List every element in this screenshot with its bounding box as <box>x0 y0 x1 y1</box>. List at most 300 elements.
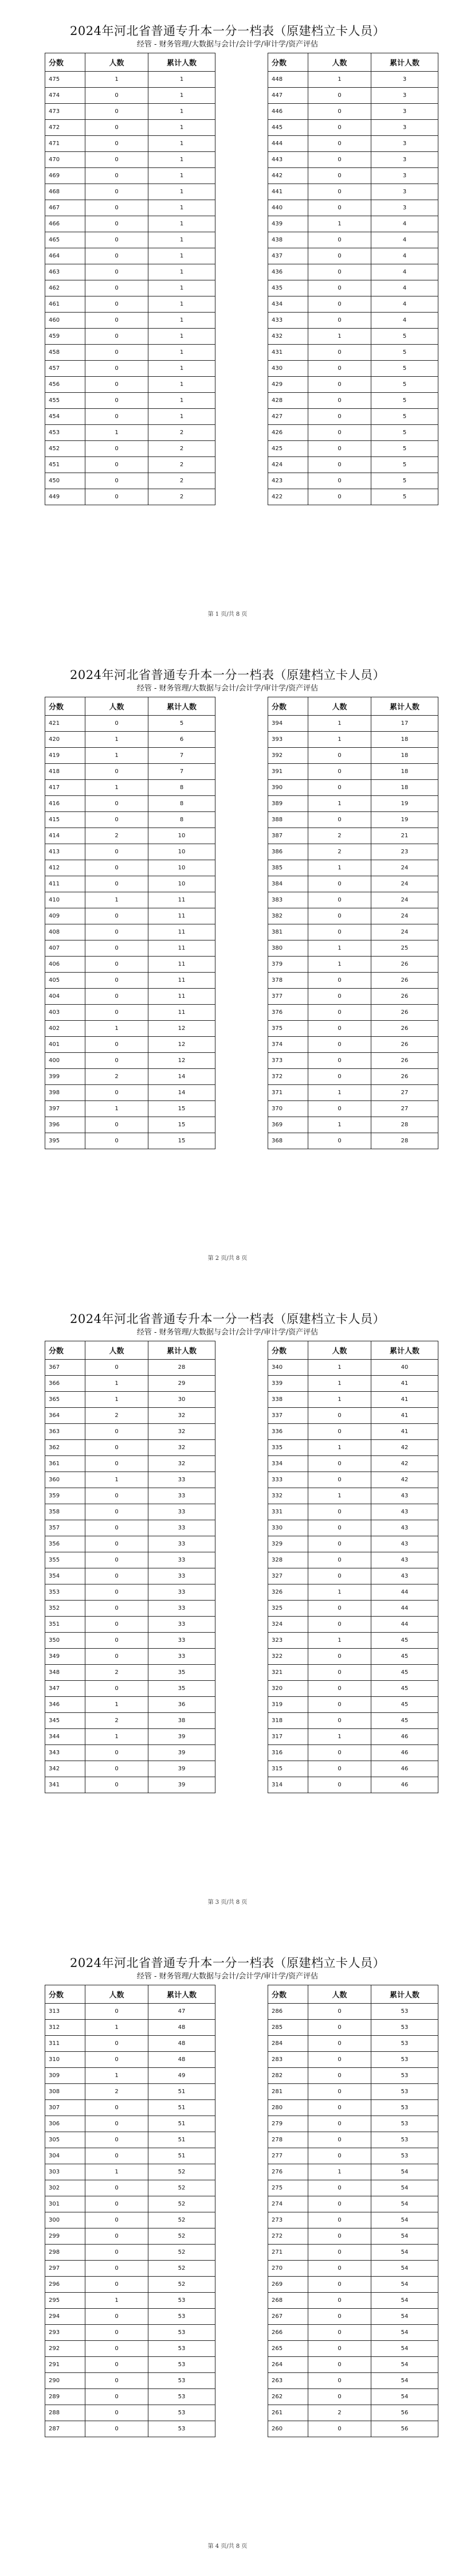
table-row <box>268 2164 438 2180</box>
table-row <box>45 361 215 377</box>
score-cell: 280 <box>268 2100 308 2116</box>
score-cell: 291 <box>45 2357 85 2373</box>
count-cell: 0 <box>85 2277 148 2293</box>
table-row <box>45 2020 215 2036</box>
count-cell: 0 <box>308 2100 371 2116</box>
score-cell: 403 <box>45 1005 85 1021</box>
cumulative-cell: 1 <box>148 200 215 216</box>
score-cell: 277 <box>268 2148 308 2164</box>
cumulative-cell: 32 <box>148 1440 215 1456</box>
table-row <box>45 2293 215 2309</box>
cumulative-cell: 47 <box>148 2004 215 2020</box>
table-row <box>45 876 215 892</box>
table-row <box>45 2116 215 2132</box>
count-cell: 0 <box>308 876 371 892</box>
table-row <box>45 764 215 780</box>
table-row <box>45 72 215 88</box>
table-row <box>268 120 438 136</box>
table-row <box>268 1745 438 1761</box>
cumulative-cell: 45 <box>371 1665 438 1681</box>
table-row <box>268 1005 438 1021</box>
count-cell: 1 <box>85 1021 148 1037</box>
cumulative-cell: 11 <box>148 1005 215 1021</box>
count-cell: 1 <box>308 957 371 973</box>
cumulative-cell: 2 <box>148 425 215 441</box>
score-cell: 269 <box>268 2277 308 2293</box>
count-cell: 0 <box>308 1069 371 1085</box>
cumulative-cell: 53 <box>371 2068 438 2084</box>
score-cell: 454 <box>45 409 85 425</box>
column-header: 人数 <box>308 697 371 716</box>
count-cell: 0 <box>85 1440 148 1456</box>
table-row <box>45 1777 215 1793</box>
count-cell: 1 <box>308 716 371 732</box>
score-table-left <box>45 53 215 505</box>
score-cell: 449 <box>45 489 85 505</box>
score-cell: 325 <box>268 1601 308 1617</box>
cumulative-cell: 5 <box>371 393 438 409</box>
table-row <box>268 924 438 940</box>
score-cell: 281 <box>268 2084 308 2100</box>
cumulative-cell: 46 <box>371 1745 438 1761</box>
cumulative-cell: 5 <box>371 473 438 489</box>
count-cell: 0 <box>85 2341 148 2357</box>
table-row <box>45 457 215 473</box>
cumulative-cell: 32 <box>148 1408 215 1424</box>
table-row <box>268 1021 438 1037</box>
count-cell: 1 <box>85 2020 148 2036</box>
count-cell: 0 <box>85 2052 148 2068</box>
document-page <box>0 1932 455 2576</box>
score-cell: 314 <box>268 1777 308 1793</box>
score-cell: 432 <box>268 329 308 345</box>
score-cell: 442 <box>268 168 308 184</box>
cumulative-cell: 10 <box>148 844 215 860</box>
score-cell: 332 <box>268 1488 308 1504</box>
count-cell: 0 <box>85 120 148 136</box>
table-row <box>268 1360 438 1376</box>
count-cell: 0 <box>85 1037 148 1053</box>
score-table-left <box>45 1985 215 2437</box>
score-cell: 282 <box>268 2068 308 2084</box>
count-cell: 0 <box>85 489 148 505</box>
count-cell: 0 <box>85 1761 148 1777</box>
page-subtitle: 经管 - 财务管理/大数据与会计/会计学/审计学/资产评估 <box>136 40 319 49</box>
count-cell: 0 <box>308 1568 371 1584</box>
table-row <box>268 1408 438 1424</box>
count-cell: 1 <box>85 1392 148 1408</box>
table-row <box>268 313 438 329</box>
page-number-footer: 第 1 页/共 8 页 <box>207 611 248 618</box>
table-row <box>268 361 438 377</box>
score-cell: 462 <box>45 280 85 296</box>
table-row <box>45 2421 215 2437</box>
score-cell: 429 <box>268 377 308 393</box>
cumulative-cell: 5 <box>371 377 438 393</box>
score-cell: 475 <box>45 72 85 88</box>
count-cell: 0 <box>85 1552 148 1568</box>
table-row <box>45 1456 215 1472</box>
score-cell: 394 <box>268 716 308 732</box>
cumulative-cell: 1 <box>148 393 215 409</box>
score-cell: 414 <box>45 828 85 844</box>
table-row <box>45 296 215 313</box>
table-row <box>268 1697 438 1713</box>
score-cell: 408 <box>45 924 85 940</box>
table-row <box>45 1713 215 1729</box>
table-row <box>45 345 215 361</box>
table-row <box>45 796 215 812</box>
cumulative-cell: 24 <box>371 908 438 924</box>
table-row <box>45 828 215 844</box>
score-cell: 375 <box>268 1021 308 1037</box>
score-cell: 330 <box>268 1520 308 1536</box>
table-row <box>45 2261 215 2277</box>
score-cell: 470 <box>45 152 85 168</box>
count-cell: 0 <box>308 924 371 940</box>
count-cell: 0 <box>308 2132 371 2148</box>
table-row <box>45 441 215 457</box>
table-row <box>45 1488 215 1504</box>
table-row <box>268 1584 438 1601</box>
table-row <box>45 473 215 489</box>
count-cell: 0 <box>308 2325 371 2341</box>
score-cell: 452 <box>45 441 85 457</box>
table-row <box>268 2148 438 2164</box>
score-table-left <box>45 697 215 1149</box>
count-cell: 0 <box>85 1117 148 1133</box>
score-cell: 301 <box>45 2196 85 2212</box>
count-cell: 0 <box>85 1617 148 1633</box>
score-cell: 321 <box>268 1665 308 1681</box>
table-row <box>45 2245 215 2261</box>
cumulative-cell: 45 <box>371 1713 438 1729</box>
column-header: 分数 <box>268 697 308 716</box>
cumulative-cell: 1 <box>148 377 215 393</box>
count-cell: 1 <box>85 1101 148 1117</box>
count-cell: 1 <box>308 1117 371 1133</box>
page-subtitle: 经管 - 财务管理/大数据与会计/会计学/审计学/资产评估 <box>136 684 319 693</box>
document-page <box>0 0 455 644</box>
table-row <box>268 280 438 296</box>
count-cell: 1 <box>85 72 148 88</box>
cumulative-cell: 53 <box>371 2100 438 2116</box>
table-row <box>45 1601 215 1617</box>
score-cell: 337 <box>268 1408 308 1424</box>
count-cell: 0 <box>308 88 371 104</box>
score-cell: 448 <box>268 72 308 88</box>
cumulative-cell: 4 <box>371 232 438 248</box>
score-cell: 271 <box>268 2245 308 2261</box>
cumulative-cell: 53 <box>148 2293 215 2309</box>
count-cell: 0 <box>308 2180 371 2196</box>
cumulative-cell: 54 <box>371 2228 438 2245</box>
column-header: 分数 <box>45 53 85 72</box>
document-page <box>0 644 455 1288</box>
page-title: 2024年河北省普通专升本一分一档表（原建档立卡人员） <box>70 24 385 38</box>
score-cell: 397 <box>45 1101 85 1117</box>
table-row <box>268 1536 438 1552</box>
count-cell: 0 <box>85 1085 148 1101</box>
score-cell: 354 <box>45 1568 85 1584</box>
score-cell: 406 <box>45 957 85 973</box>
score-cell: 416 <box>45 796 85 812</box>
count-cell: 0 <box>308 248 371 264</box>
cumulative-cell: 54 <box>371 2309 438 2325</box>
table-row <box>45 892 215 908</box>
cumulative-cell: 33 <box>148 1568 215 1584</box>
count-cell: 0 <box>85 441 148 457</box>
page-title: 2024年河北省普通专升本一分一档表（原建档立卡人员） <box>70 1312 385 1326</box>
score-cell: 304 <box>45 2148 85 2164</box>
score-cell: 376 <box>268 1005 308 1021</box>
score-cell: 347 <box>45 1681 85 1697</box>
count-cell: 0 <box>85 812 148 828</box>
score-cell: 381 <box>268 924 308 940</box>
cumulative-cell: 53 <box>371 2116 438 2132</box>
cumulative-cell: 18 <box>371 732 438 748</box>
table-row <box>268 989 438 1005</box>
count-cell: 0 <box>85 152 148 168</box>
count-cell: 0 <box>308 2020 371 2036</box>
count-cell: 0 <box>85 168 148 184</box>
table-row <box>45 489 215 505</box>
score-cell: 435 <box>268 280 308 296</box>
count-cell: 0 <box>308 425 371 441</box>
count-cell: 0 <box>85 296 148 313</box>
score-cell: 378 <box>268 973 308 989</box>
table-row <box>268 2405 438 2421</box>
score-cell: 302 <box>45 2180 85 2196</box>
column-header: 累计人数 <box>371 53 438 72</box>
score-cell: 419 <box>45 748 85 764</box>
cumulative-cell: 11 <box>148 989 215 1005</box>
table-row <box>268 1777 438 1793</box>
cumulative-cell: 53 <box>371 2004 438 2020</box>
cumulative-cell: 54 <box>371 2341 438 2357</box>
table-row <box>268 1761 438 1777</box>
table-row <box>45 168 215 184</box>
score-cell: 389 <box>268 796 308 812</box>
score-cell: 471 <box>45 136 85 152</box>
cumulative-cell: 51 <box>148 2100 215 2116</box>
count-cell: 0 <box>85 329 148 345</box>
score-cell: 339 <box>268 1376 308 1392</box>
count-cell: 0 <box>85 2389 148 2405</box>
count-cell: 0 <box>85 1053 148 1069</box>
cumulative-cell: 54 <box>371 2196 438 2212</box>
count-cell: 0 <box>308 2277 371 2293</box>
cumulative-cell: 33 <box>148 1472 215 1488</box>
score-cell: 300 <box>45 2212 85 2228</box>
cumulative-cell: 53 <box>371 2020 438 2036</box>
score-cell: 327 <box>268 1568 308 1584</box>
cumulative-cell: 1 <box>148 313 215 329</box>
cumulative-cell: 52 <box>148 2261 215 2277</box>
table-row <box>45 1665 215 1681</box>
count-cell: 0 <box>85 2373 148 2389</box>
count-cell: 0 <box>85 860 148 876</box>
score-cell: 310 <box>45 2052 85 2068</box>
count-cell: 0 <box>308 2293 371 2309</box>
score-cell: 364 <box>45 1408 85 1424</box>
score-cell: 441 <box>268 184 308 200</box>
page-number-footer: 第 2 页/共 8 页 <box>207 1255 248 1262</box>
count-cell: 0 <box>85 2212 148 2228</box>
count-cell: 0 <box>85 2228 148 2245</box>
table-row <box>268 764 438 780</box>
table-row <box>268 1713 438 1729</box>
cumulative-cell: 54 <box>371 2277 438 2293</box>
table-row <box>268 457 438 473</box>
count-cell: 0 <box>85 2132 148 2148</box>
score-cell: 283 <box>268 2052 308 2068</box>
column-header: 分数 <box>268 1985 308 2004</box>
score-cell: 298 <box>45 2245 85 2261</box>
count-cell: 0 <box>85 200 148 216</box>
table-row <box>268 716 438 732</box>
count-cell: 1 <box>308 216 371 232</box>
table-row <box>45 152 215 168</box>
score-cell: 279 <box>268 2116 308 2132</box>
count-cell: 0 <box>308 345 371 361</box>
score-table-right <box>268 1341 438 1793</box>
count-cell: 1 <box>308 796 371 812</box>
table-row <box>268 2004 438 2020</box>
score-cell: 334 <box>268 1456 308 1472</box>
column-header: 分数 <box>268 53 308 72</box>
score-cell: 393 <box>268 732 308 748</box>
cumulative-cell: 15 <box>148 1117 215 1133</box>
count-cell: 0 <box>308 1552 371 1568</box>
score-cell: 413 <box>45 844 85 860</box>
count-cell: 0 <box>85 1601 148 1617</box>
cumulative-cell: 1 <box>148 216 215 232</box>
page-subtitle: 经管 - 财务管理/大数据与会计/会计学/审计学/资产评估 <box>136 1328 319 1337</box>
count-cell: 0 <box>308 1408 371 1424</box>
cumulative-cell: 5 <box>371 329 438 345</box>
count-cell: 0 <box>85 345 148 361</box>
table-row <box>45 2325 215 2341</box>
cumulative-cell: 7 <box>148 764 215 780</box>
table-row <box>45 393 215 409</box>
cumulative-cell: 53 <box>148 2421 215 2437</box>
cumulative-cell: 48 <box>148 2036 215 2052</box>
score-cell: 297 <box>45 2261 85 2277</box>
score-cell: 293 <box>45 2325 85 2341</box>
score-cell: 383 <box>268 892 308 908</box>
score-cell: 367 <box>45 1360 85 1376</box>
cumulative-cell: 41 <box>371 1376 438 1392</box>
table-row <box>45 120 215 136</box>
score-cell: 430 <box>268 361 308 377</box>
score-cell: 296 <box>45 2277 85 2293</box>
cumulative-cell: 54 <box>371 2357 438 2373</box>
score-cell: 357 <box>45 1520 85 1536</box>
cumulative-cell: 1 <box>148 296 215 313</box>
cumulative-cell: 1 <box>148 120 215 136</box>
table-row <box>268 2228 438 2245</box>
count-cell: 1 <box>308 329 371 345</box>
table-row <box>45 973 215 989</box>
score-cell: 265 <box>268 2341 308 2357</box>
cumulative-cell: 26 <box>371 957 438 973</box>
score-cell: 437 <box>268 248 308 264</box>
score-cell: 359 <box>45 1488 85 1504</box>
cumulative-cell: 8 <box>148 796 215 812</box>
score-cell: 312 <box>45 2020 85 2036</box>
cumulative-cell: 8 <box>148 780 215 796</box>
cumulative-cell: 1 <box>148 280 215 296</box>
table-row <box>45 425 215 441</box>
cumulative-cell: 24 <box>371 876 438 892</box>
table-row <box>45 1101 215 1117</box>
table-row <box>268 88 438 104</box>
score-cell: 356 <box>45 1536 85 1552</box>
score-cell: 362 <box>45 1440 85 1456</box>
table-row <box>45 1520 215 1536</box>
cumulative-cell: 18 <box>371 764 438 780</box>
cumulative-cell: 26 <box>371 1037 438 1053</box>
score-cell: 371 <box>268 1085 308 1101</box>
cumulative-cell: 19 <box>371 796 438 812</box>
score-cell: 344 <box>45 1729 85 1745</box>
count-cell: 0 <box>308 1472 371 1488</box>
count-cell: 0 <box>308 280 371 296</box>
score-cell: 464 <box>45 248 85 264</box>
table-row <box>268 844 438 860</box>
cumulative-cell: 1 <box>148 409 215 425</box>
table-row <box>45 748 215 764</box>
table-row <box>268 264 438 280</box>
table-row <box>45 1552 215 1568</box>
table-row <box>268 1376 438 1392</box>
cumulative-cell: 48 <box>148 2020 215 2036</box>
score-cell: 319 <box>268 1697 308 1713</box>
cumulative-cell: 2 <box>148 489 215 505</box>
table-row <box>45 88 215 104</box>
table-row <box>268 1681 438 1697</box>
cumulative-cell: 8 <box>148 812 215 828</box>
count-cell: 0 <box>85 957 148 973</box>
cumulative-cell: 3 <box>371 184 438 200</box>
score-cell: 390 <box>268 780 308 796</box>
cumulative-cell: 43 <box>371 1568 438 1584</box>
table-row <box>268 216 438 232</box>
score-cell: 363 <box>45 1424 85 1440</box>
cumulative-cell: 52 <box>148 2228 215 2245</box>
cumulative-cell: 3 <box>371 200 438 216</box>
cumulative-cell: 53 <box>148 2373 215 2389</box>
score-cell: 260 <box>268 2421 308 2437</box>
score-cell: 472 <box>45 120 85 136</box>
cumulative-cell: 53 <box>371 2132 438 2148</box>
table-row <box>45 184 215 200</box>
count-cell: 0 <box>85 248 148 264</box>
table-row <box>45 1021 215 1037</box>
score-cell: 387 <box>268 828 308 844</box>
score-cell: 287 <box>45 2421 85 2437</box>
count-cell: 1 <box>308 72 371 88</box>
count-cell: 0 <box>85 2357 148 2373</box>
cumulative-cell: 18 <box>371 748 438 764</box>
cumulative-cell: 39 <box>148 1729 215 1745</box>
cumulative-cell: 15 <box>148 1101 215 1117</box>
count-cell: 0 <box>308 264 371 280</box>
table-row <box>45 1053 215 1069</box>
score-cell: 345 <box>45 1713 85 1729</box>
score-cell: 392 <box>268 748 308 764</box>
